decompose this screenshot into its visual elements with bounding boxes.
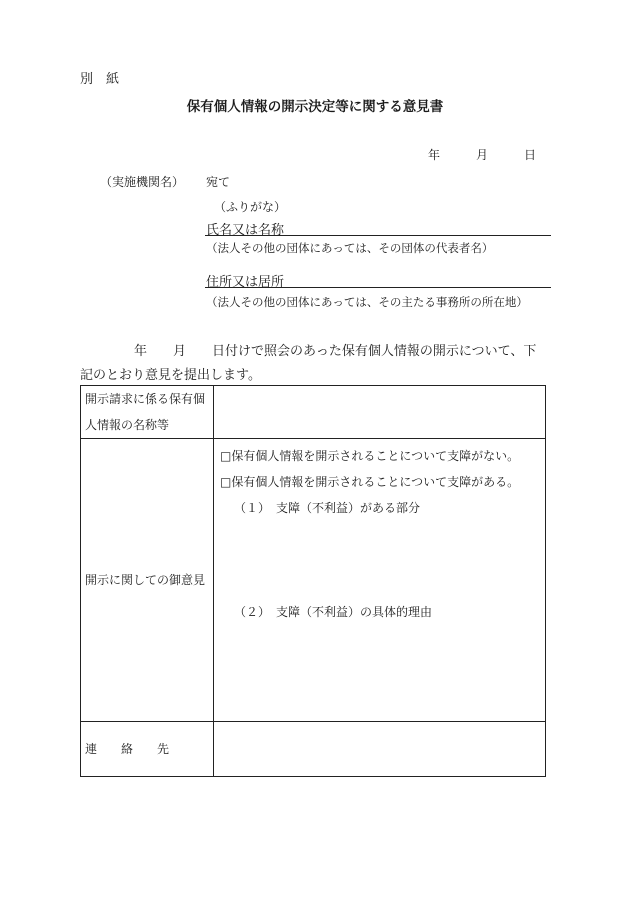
intro-line-2: 記のとおり意見を提出します。 (80, 368, 261, 383)
option-has-issue-checkbox[interactable]: □保有個人情報を開示されることについて支障がある。 (220, 475, 520, 489)
address-note: （法人その他の団体にあっては、その主たる事務所の所在地） (206, 295, 528, 309)
address-underline[interactable] (205, 287, 551, 288)
option-no-issue-checkbox[interactable]: □保有個人情報を開示されることについて支障がない。 (220, 449, 520, 463)
contact-label: 連 絡 先 (85, 742, 170, 756)
addressee-org: （実施機関名） (100, 175, 185, 189)
contact-label-cell (81, 722, 214, 777)
opinion-label-cell (81, 439, 214, 722)
info-name-label-line2: 人情報の名称等 (85, 418, 170, 432)
sub-item-affected-part: （１） 支障（不利益）がある部分 (234, 501, 421, 515)
furigana-label: （ふりがな） (214, 200, 287, 214)
info-name-label-cell (81, 386, 214, 439)
page-title: 保有個人情報の開示決定等に関する意見書 (186, 99, 444, 115)
contact-input-cell[interactable] (214, 722, 546, 777)
info-name-input-cell[interactable] (214, 386, 546, 439)
address-label: 住所又は居所 (206, 275, 285, 290)
table-row-opinion (81, 439, 546, 722)
table-row-contact (81, 722, 546, 777)
table-row-info-name (81, 386, 546, 439)
opinion-label: 開示に関しての御意見 (85, 573, 206, 587)
intro-line-1: 年 月 日付けで照会のあった保有個人情報の開示について、下 (134, 344, 537, 359)
name-note: （法人その他の団体にあっては、その団体の代表者名） (206, 241, 494, 255)
name-underline[interactable] (205, 235, 551, 236)
opinion-form-table (80, 385, 546, 777)
date-line: 年 月 日 (428, 148, 537, 162)
name-label: 氏名又は名称 (206, 223, 285, 238)
sub-item-specific-reason: （２） 支障（不利益）の具体的理由 (234, 605, 433, 619)
info-name-label-line1: 開示請求に係る保有個 (85, 392, 206, 406)
addressee-suffix: 宛て (206, 175, 231, 189)
attachment-label: 別 紙 (80, 72, 120, 87)
opinion-content-cell[interactable] (214, 439, 546, 722)
